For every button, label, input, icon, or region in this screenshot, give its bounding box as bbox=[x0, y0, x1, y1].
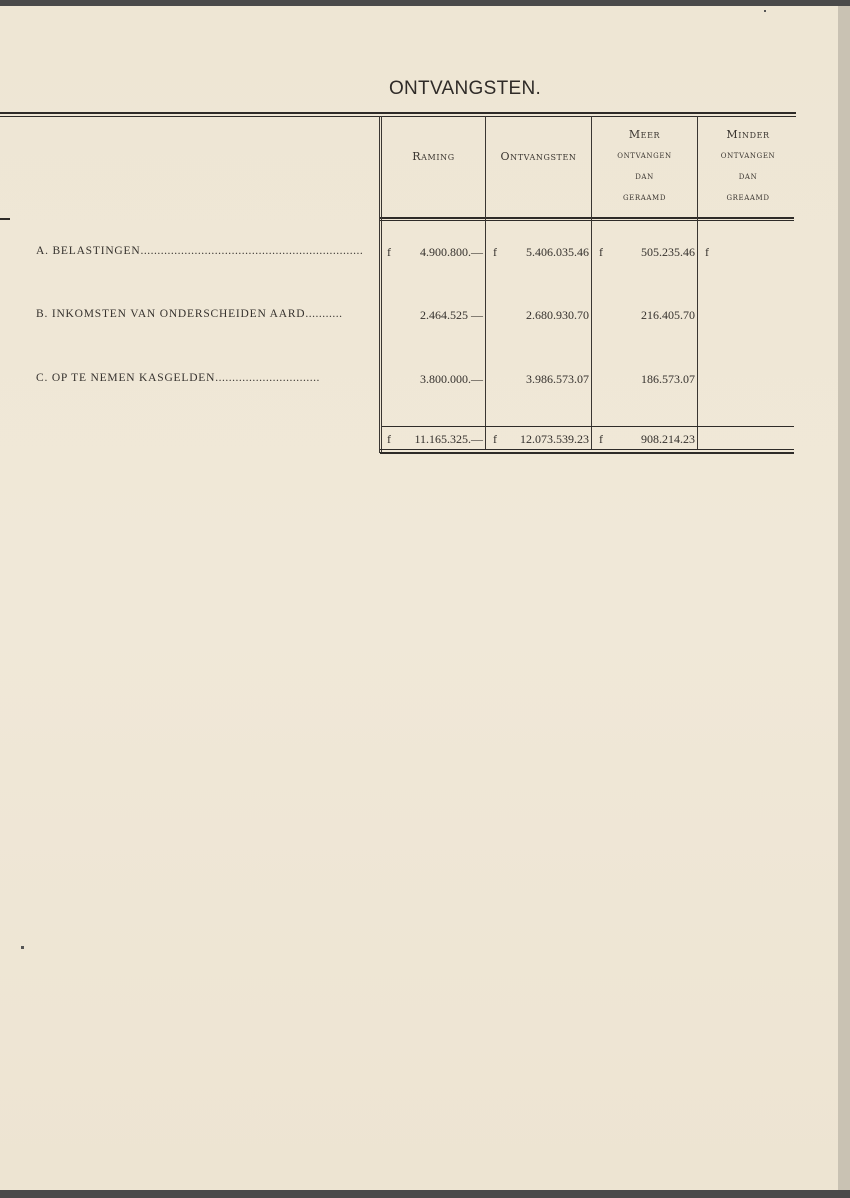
col-header-meer bbox=[592, 124, 697, 208]
currency-symbol: f bbox=[599, 245, 603, 259]
row-leader-dots: ........... bbox=[305, 308, 343, 320]
col-header-minder-line: Minder bbox=[726, 128, 770, 141]
scan-edge-top bbox=[0, 0, 850, 6]
col-header-meer-line: dan bbox=[635, 171, 654, 182]
totals-rule-top bbox=[382, 426, 794, 427]
row-label-text: C. OP TE NEMEN KASGELDEN bbox=[36, 372, 216, 384]
paper-speck bbox=[21, 946, 24, 949]
currency-symbol: f bbox=[705, 245, 709, 259]
totals-rule-bottom-2 bbox=[380, 452, 794, 454]
total-meer: 908.214.23 bbox=[641, 432, 695, 446]
currency-symbol: f bbox=[387, 245, 391, 259]
total-raming: 11.165.325.— bbox=[414, 432, 483, 446]
currency-symbol: f bbox=[493, 245, 497, 259]
cell-ontvangsten: 2.680.930.70 bbox=[526, 308, 589, 322]
page-title: ONTVANGSTEN. bbox=[388, 78, 542, 99]
column-divider bbox=[379, 116, 380, 453]
left-tick-rule bbox=[0, 218, 10, 220]
row-label bbox=[36, 245, 376, 257]
header-underline-2 bbox=[380, 220, 794, 221]
scan-edge-right bbox=[838, 6, 850, 1190]
currency-symbol: f bbox=[599, 432, 603, 446]
col-header-minder-line: greaamd bbox=[726, 192, 770, 203]
cell-ontvangsten: 5.406.035.46 bbox=[526, 245, 589, 259]
col-header-minder bbox=[698, 124, 798, 208]
col-header-minder-line: ontvangen bbox=[720, 150, 776, 161]
col-header-raming: Raming bbox=[412, 150, 455, 163]
col-header-meer-line: Meer bbox=[628, 128, 661, 141]
col-header-meer-line: geraamd bbox=[622, 192, 667, 203]
total-ontvangsten: 12.073.539.23 bbox=[520, 432, 589, 446]
cell-raming: 3.800.000.— bbox=[420, 372, 483, 386]
paper-speck bbox=[764, 10, 766, 12]
row-label-text: A. BELASTINGEN bbox=[36, 245, 141, 257]
row-label-text: B. INKOMSTEN VAN ONDERSCHEIDEN AARD bbox=[36, 308, 306, 320]
header-rule-top bbox=[0, 112, 796, 114]
row-leader-dots: .................................................................. bbox=[140, 245, 364, 257]
col-header-meer-line: ontvangen bbox=[617, 150, 672, 161]
currency-symbol: f bbox=[493, 432, 497, 446]
cell-meer: 216.405.70 bbox=[641, 308, 695, 322]
totals-rule-bottom-1 bbox=[380, 449, 794, 450]
row-leader-dots: ............................... bbox=[215, 372, 320, 384]
row-label bbox=[36, 372, 376, 384]
cell-meer: 186.573.07 bbox=[641, 372, 695, 386]
cell-meer: 505.235.46 bbox=[641, 245, 695, 259]
row-label bbox=[36, 308, 376, 320]
scan-edge-bottom bbox=[0, 1190, 850, 1198]
cell-raming: 4.900.800.— bbox=[420, 245, 483, 259]
col-header-minder-line: dan bbox=[738, 171, 758, 182]
col-header-ontvangsten: Ontvangsten bbox=[500, 150, 577, 163]
header-underline-1 bbox=[380, 217, 794, 219]
currency-symbol: f bbox=[387, 432, 391, 446]
cell-raming: 2.464.525 — bbox=[420, 308, 483, 322]
cell-ontvangsten: 3.986.573.07 bbox=[526, 372, 589, 386]
header-rule-bottom bbox=[0, 116, 796, 117]
